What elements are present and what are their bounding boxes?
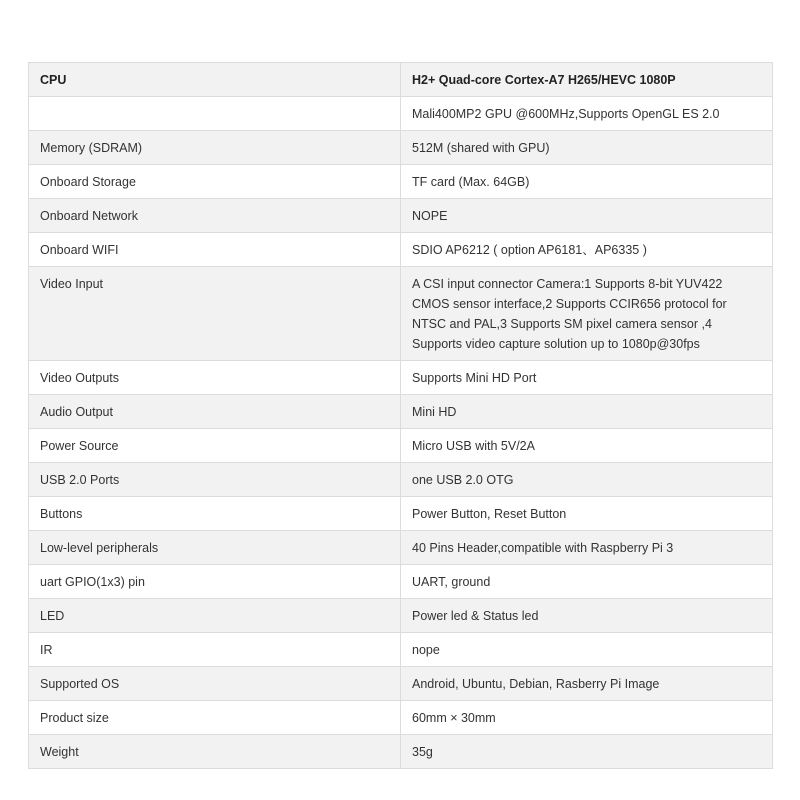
spec-table-body: [29, 63, 773, 769]
spec-label: [29, 97, 401, 131]
spec-label: Low-level peripherals: [29, 531, 401, 565]
spec-label: Audio Output: [29, 395, 401, 429]
table-row: [29, 267, 773, 361]
table-row: [29, 531, 773, 565]
spec-label: Power Source: [29, 429, 401, 463]
spec-value: 40 Pins Header,compatible with Raspberry Pi 3: [401, 531, 773, 565]
spec-value: NOPE: [401, 199, 773, 233]
table-row: [29, 599, 773, 633]
spec-label: Memory (SDRAM): [29, 131, 401, 165]
table-row: [29, 233, 773, 267]
spec-label: Weight: [29, 735, 401, 769]
spec-label: Supported OS: [29, 667, 401, 701]
spec-label: Onboard Network: [29, 199, 401, 233]
spec-value: Mali400MP2 GPU @600MHz,Supports OpenGL ES 2.0: [401, 97, 773, 131]
table-row: [29, 667, 773, 701]
table-row: [29, 165, 773, 199]
spec-label: Buttons: [29, 497, 401, 531]
spec-label: Onboard WIFI: [29, 233, 401, 267]
spec-value: nope: [401, 633, 773, 667]
table-row: [29, 361, 773, 395]
spec-value: TF card (Max. 64GB): [401, 165, 773, 199]
table-row: [29, 131, 773, 165]
spec-value: Mini HD: [401, 395, 773, 429]
table-row: [29, 701, 773, 735]
spec-label: CPU: [29, 63, 401, 97]
spec-value: Supports Mini HD Port: [401, 361, 773, 395]
spec-value: A CSI input connector Camera:1 Supports 8-bit YUV422 CMOS sensor interface,2 Supports CCIR656 protocol for NTSC and PAL,3 Supports SM pixel camera sensor ,4 Supports video capture solution up to 1080p@30fps: [401, 267, 773, 361]
spec-label: Product size: [29, 701, 401, 735]
spec-value: one USB 2.0 OTG: [401, 463, 773, 497]
spec-value: SDIO AP6212 ( option AP6181、AP6335 ): [401, 233, 773, 267]
table-row: [29, 735, 773, 769]
table-row: [29, 565, 773, 599]
table-row: [29, 633, 773, 667]
spec-value: Power led & Status led: [401, 599, 773, 633]
table-row: [29, 463, 773, 497]
spec-value: Android, Ubuntu, Debian, Rasberry Pi Image: [401, 667, 773, 701]
spec-value: Micro USB with 5V/2A: [401, 429, 773, 463]
spec-label: Video Outputs: [29, 361, 401, 395]
spec-value: UART, ground: [401, 565, 773, 599]
spec-value: 60mm × 30mm: [401, 701, 773, 735]
table-row: [29, 497, 773, 531]
spec-label: LED: [29, 599, 401, 633]
spec-label: USB 2.0 Ports: [29, 463, 401, 497]
spec-table: [28, 62, 773, 769]
spec-label: uart GPIO(1x3) pin: [29, 565, 401, 599]
spec-value: H2+ Quad-core Cortex-A7 H265/HEVC 1080P: [401, 63, 773, 97]
spec-value: Power Button, Reset Button: [401, 497, 773, 531]
spec-value: 512M (shared with GPU): [401, 131, 773, 165]
table-row: [29, 97, 773, 131]
table-row: [29, 63, 773, 97]
table-row: [29, 395, 773, 429]
spec-label: IR: [29, 633, 401, 667]
table-row: [29, 199, 773, 233]
spec-label: Onboard Storage: [29, 165, 401, 199]
spec-value: 35g: [401, 735, 773, 769]
spec-label: Video Input: [29, 267, 401, 361]
table-row: [29, 429, 773, 463]
